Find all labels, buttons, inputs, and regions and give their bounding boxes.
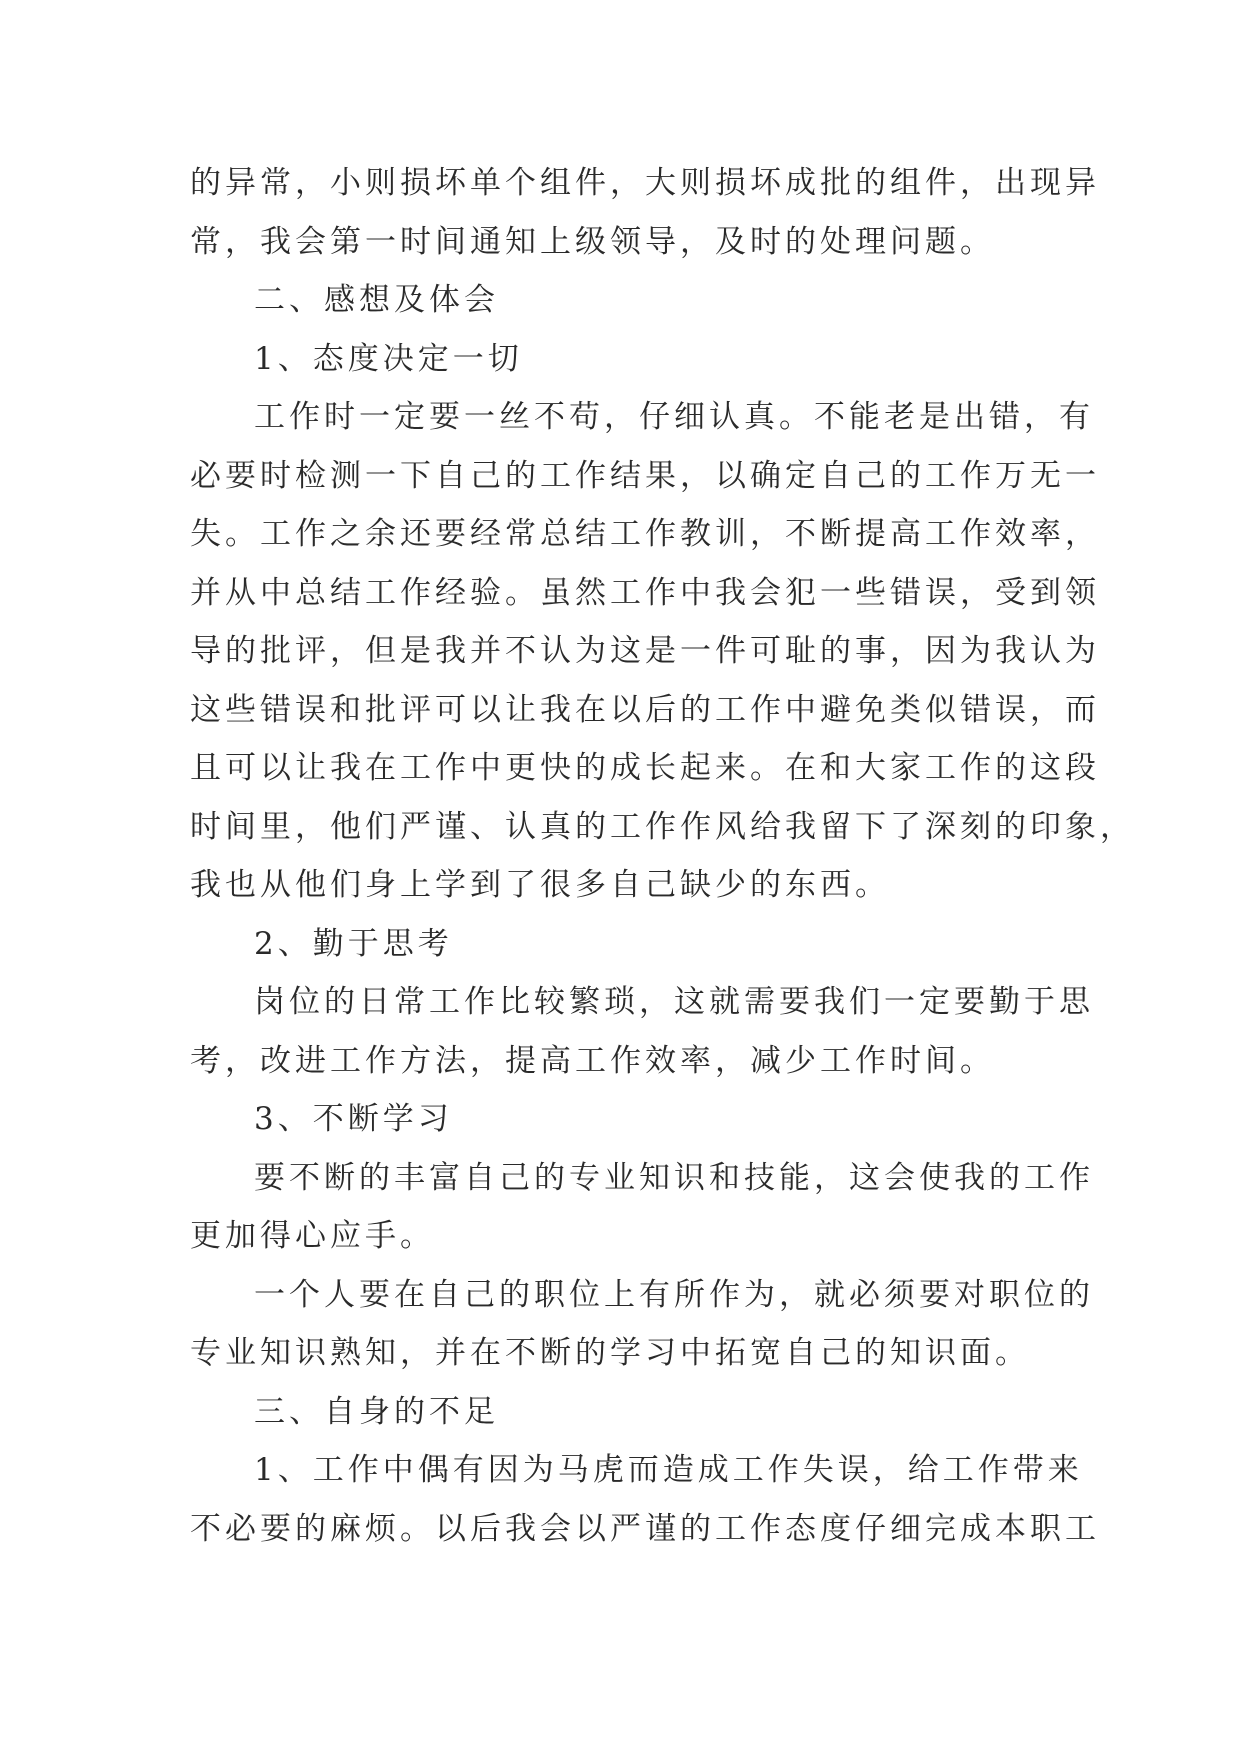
text-line: 一个人要在自己的职位上有所作为，就必须要对职位的 bbox=[254, 1276, 1094, 1313]
section-heading: 二、感想及体会 bbox=[254, 282, 499, 318]
text-line: 岗位的日常工作比较繁琐，这就需要我们一定要勤于思 bbox=[254, 984, 1094, 1020]
text-line: 更加得心应手。 bbox=[190, 1218, 435, 1254]
text-line: 时间里，他们严谨、认真的工作作风给我留下了深刻的印象， bbox=[190, 808, 1135, 845]
text-line: 工作时一定要一丝不苟，仔细认真。不能老是出错，有 bbox=[254, 399, 1094, 435]
text-line: 不必要的麻烦。以后我会以严谨的工作态度仔细完成本职工 bbox=[190, 1510, 1100, 1547]
subsection-heading: 3、不断学习 bbox=[254, 1101, 453, 1137]
text-line: 导的批评，但是我并不认为这是一件可耻的事，因为我认为 bbox=[190, 633, 1100, 669]
text-line: 的异常，小则损坏单个组件，大则损坏成批的组件，出现异 bbox=[190, 165, 1100, 201]
text-line: 我也从他们身上学到了很多自己缺少的东西。 bbox=[190, 867, 890, 903]
text-line: 要不断的丰富自己的专业知识和技能，这会使我的工作 bbox=[254, 1159, 1094, 1196]
text-line: 必要时检测一下自己的工作结果，以确定自己的工作万无一 bbox=[190, 457, 1100, 494]
text-line: 专业知识熟知，并在不断的学习中拓宽自己的知识面。 bbox=[190, 1335, 1030, 1371]
text-line: 考，改进工作方法，提高工作效率，减少工作时间。 bbox=[190, 1042, 995, 1079]
document-body bbox=[190, 154, 1135, 1558]
text-line: 这些错误和批评可以让我在以后的工作中避免类似错误，而 bbox=[190, 691, 1100, 728]
subsection-heading: 2、勤于思考 bbox=[254, 925, 453, 962]
text-line: 失。工作之余还要经常总结工作教训，不断提高工作效率， bbox=[190, 516, 1100, 552]
subsection-heading: 1、态度决定一切 bbox=[254, 340, 523, 377]
section-heading: 三、自身的不足 bbox=[254, 1393, 499, 1430]
text-line: 常，我会第一时间通知上级领导，及时的处理问题。 bbox=[190, 223, 995, 260]
text-line: 且可以让我在工作中更快的成长起来。在和大家工作的这段 bbox=[190, 750, 1100, 786]
text-line: 并从中总结工作经验。虽然工作中我会犯一些错误，受到领 bbox=[190, 574, 1100, 611]
text-line: 1、工作中偶有因为马虎而造成工作失误，给工作带来 bbox=[254, 1452, 1083, 1488]
